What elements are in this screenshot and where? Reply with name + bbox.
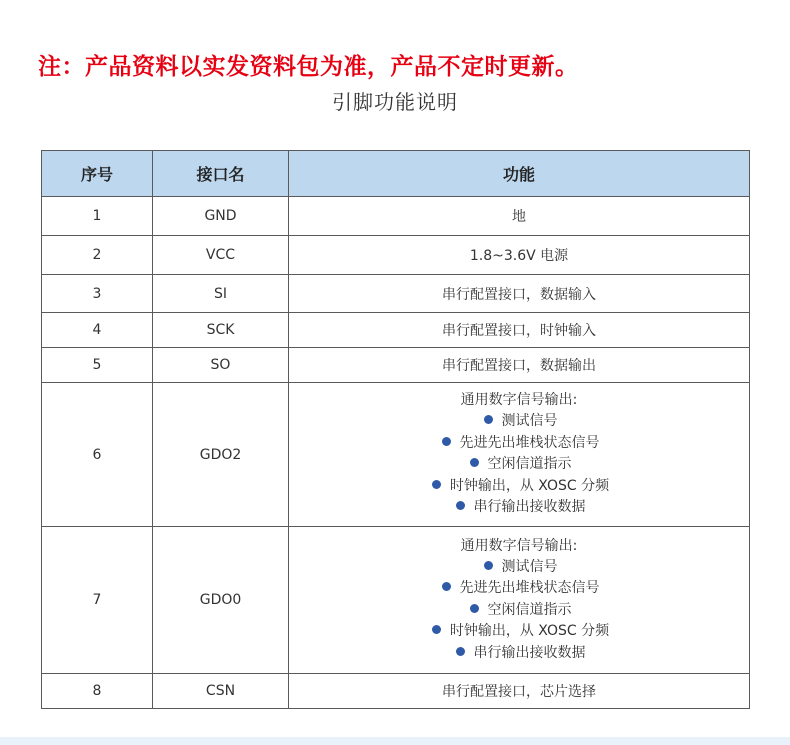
list-item-text: 串行输出接收数据 [473, 644, 586, 661]
bullet-dot-icon [456, 647, 465, 656]
bullet-dot-icon [442, 582, 451, 591]
list-item [289, 411, 749, 433]
pin-name: SCK [153, 313, 289, 348]
table-row [42, 275, 750, 313]
pin-function: 1.8~3.6V 电源 [289, 236, 750, 275]
list-item-text: 空闲信道指示 [487, 456, 572, 473]
list-item [289, 497, 749, 519]
function-intro: 通用数字信号输出: [460, 392, 578, 409]
list-item-text: 测试信号 [501, 413, 558, 430]
bullet-dot-icon [470, 604, 479, 613]
pin-name: GND [153, 197, 289, 236]
pin-function: 串行配置接口，数据输入 [289, 275, 750, 313]
list-item-text: 串行输出接收数据 [473, 499, 586, 516]
list-item [289, 643, 749, 665]
pin-function [289, 383, 750, 527]
list-item [289, 433, 749, 455]
pin-function [289, 527, 750, 674]
table-row [42, 313, 750, 348]
list-item-text: 先进先出堆栈状态信号 [459, 580, 600, 597]
pin-number: 3 [42, 275, 153, 313]
bullet-dot-icon [442, 437, 451, 446]
function-intro: 通用数字信号输出: [460, 537, 578, 554]
pin-name: SI [153, 275, 289, 313]
bullet-dot-icon [456, 501, 465, 510]
pin-function: 串行配置接口，芯片选择 [289, 674, 750, 709]
list-item-text: 先进先出堆栈状态信号 [459, 434, 600, 451]
list-item [289, 600, 749, 622]
table-row [42, 348, 750, 383]
list-item [289, 578, 749, 600]
function-bullet-list [289, 411, 749, 519]
list-item [289, 454, 749, 476]
notice-text: 注：产品资料以实发资料包为准，产品不定时更新。 [38, 54, 579, 80]
table-row [42, 527, 750, 674]
bullet-dot-icon [432, 480, 441, 489]
bullet-dot-icon [470, 458, 479, 467]
function-bullet-list [289, 557, 749, 665]
table-header-row [42, 151, 750, 197]
pin-name: VCC [153, 236, 289, 275]
pin-name: GDO2 [153, 383, 289, 527]
table-row [42, 674, 750, 709]
page-title: 引脚功能说明 [332, 90, 458, 114]
list-item-text: 时钟输出，从 XOSC 分频 [449, 477, 610, 494]
bullet-dot-icon [432, 625, 441, 634]
pin-number: 2 [42, 236, 153, 275]
pin-number: 6 [42, 383, 153, 527]
pin-number: 7 [42, 527, 153, 674]
pin-name: SO [153, 348, 289, 383]
bullet-dot-icon [484, 415, 493, 424]
table-row [42, 197, 750, 236]
pin-function-table [41, 150, 750, 709]
header-number: 序号 [42, 151, 153, 197]
list-item [289, 621, 749, 643]
table-row [42, 236, 750, 275]
list-item [289, 476, 749, 498]
list-item-text: 空闲信道指示 [487, 601, 572, 618]
pin-number: 4 [42, 313, 153, 348]
pin-function: 地 [289, 197, 750, 236]
list-item [289, 557, 749, 579]
pin-number: 8 [42, 674, 153, 709]
table-row [42, 383, 750, 527]
pin-name: GDO0 [153, 527, 289, 674]
pin-name: CSN [153, 674, 289, 709]
pin-number: 1 [42, 197, 153, 236]
pin-number: 5 [42, 348, 153, 383]
list-item-text: 测试信号 [501, 558, 558, 575]
bullet-dot-icon [484, 561, 493, 570]
pin-function: 串行配置接口，数据输出 [289, 348, 750, 383]
header-function: 功能 [289, 151, 750, 197]
list-item-text: 时钟输出，从 XOSC 分频 [449, 623, 610, 640]
bottom-band [0, 737, 790, 745]
pin-function: 串行配置接口，时钟输入 [289, 313, 750, 348]
header-interface-name: 接口名 [153, 151, 289, 197]
